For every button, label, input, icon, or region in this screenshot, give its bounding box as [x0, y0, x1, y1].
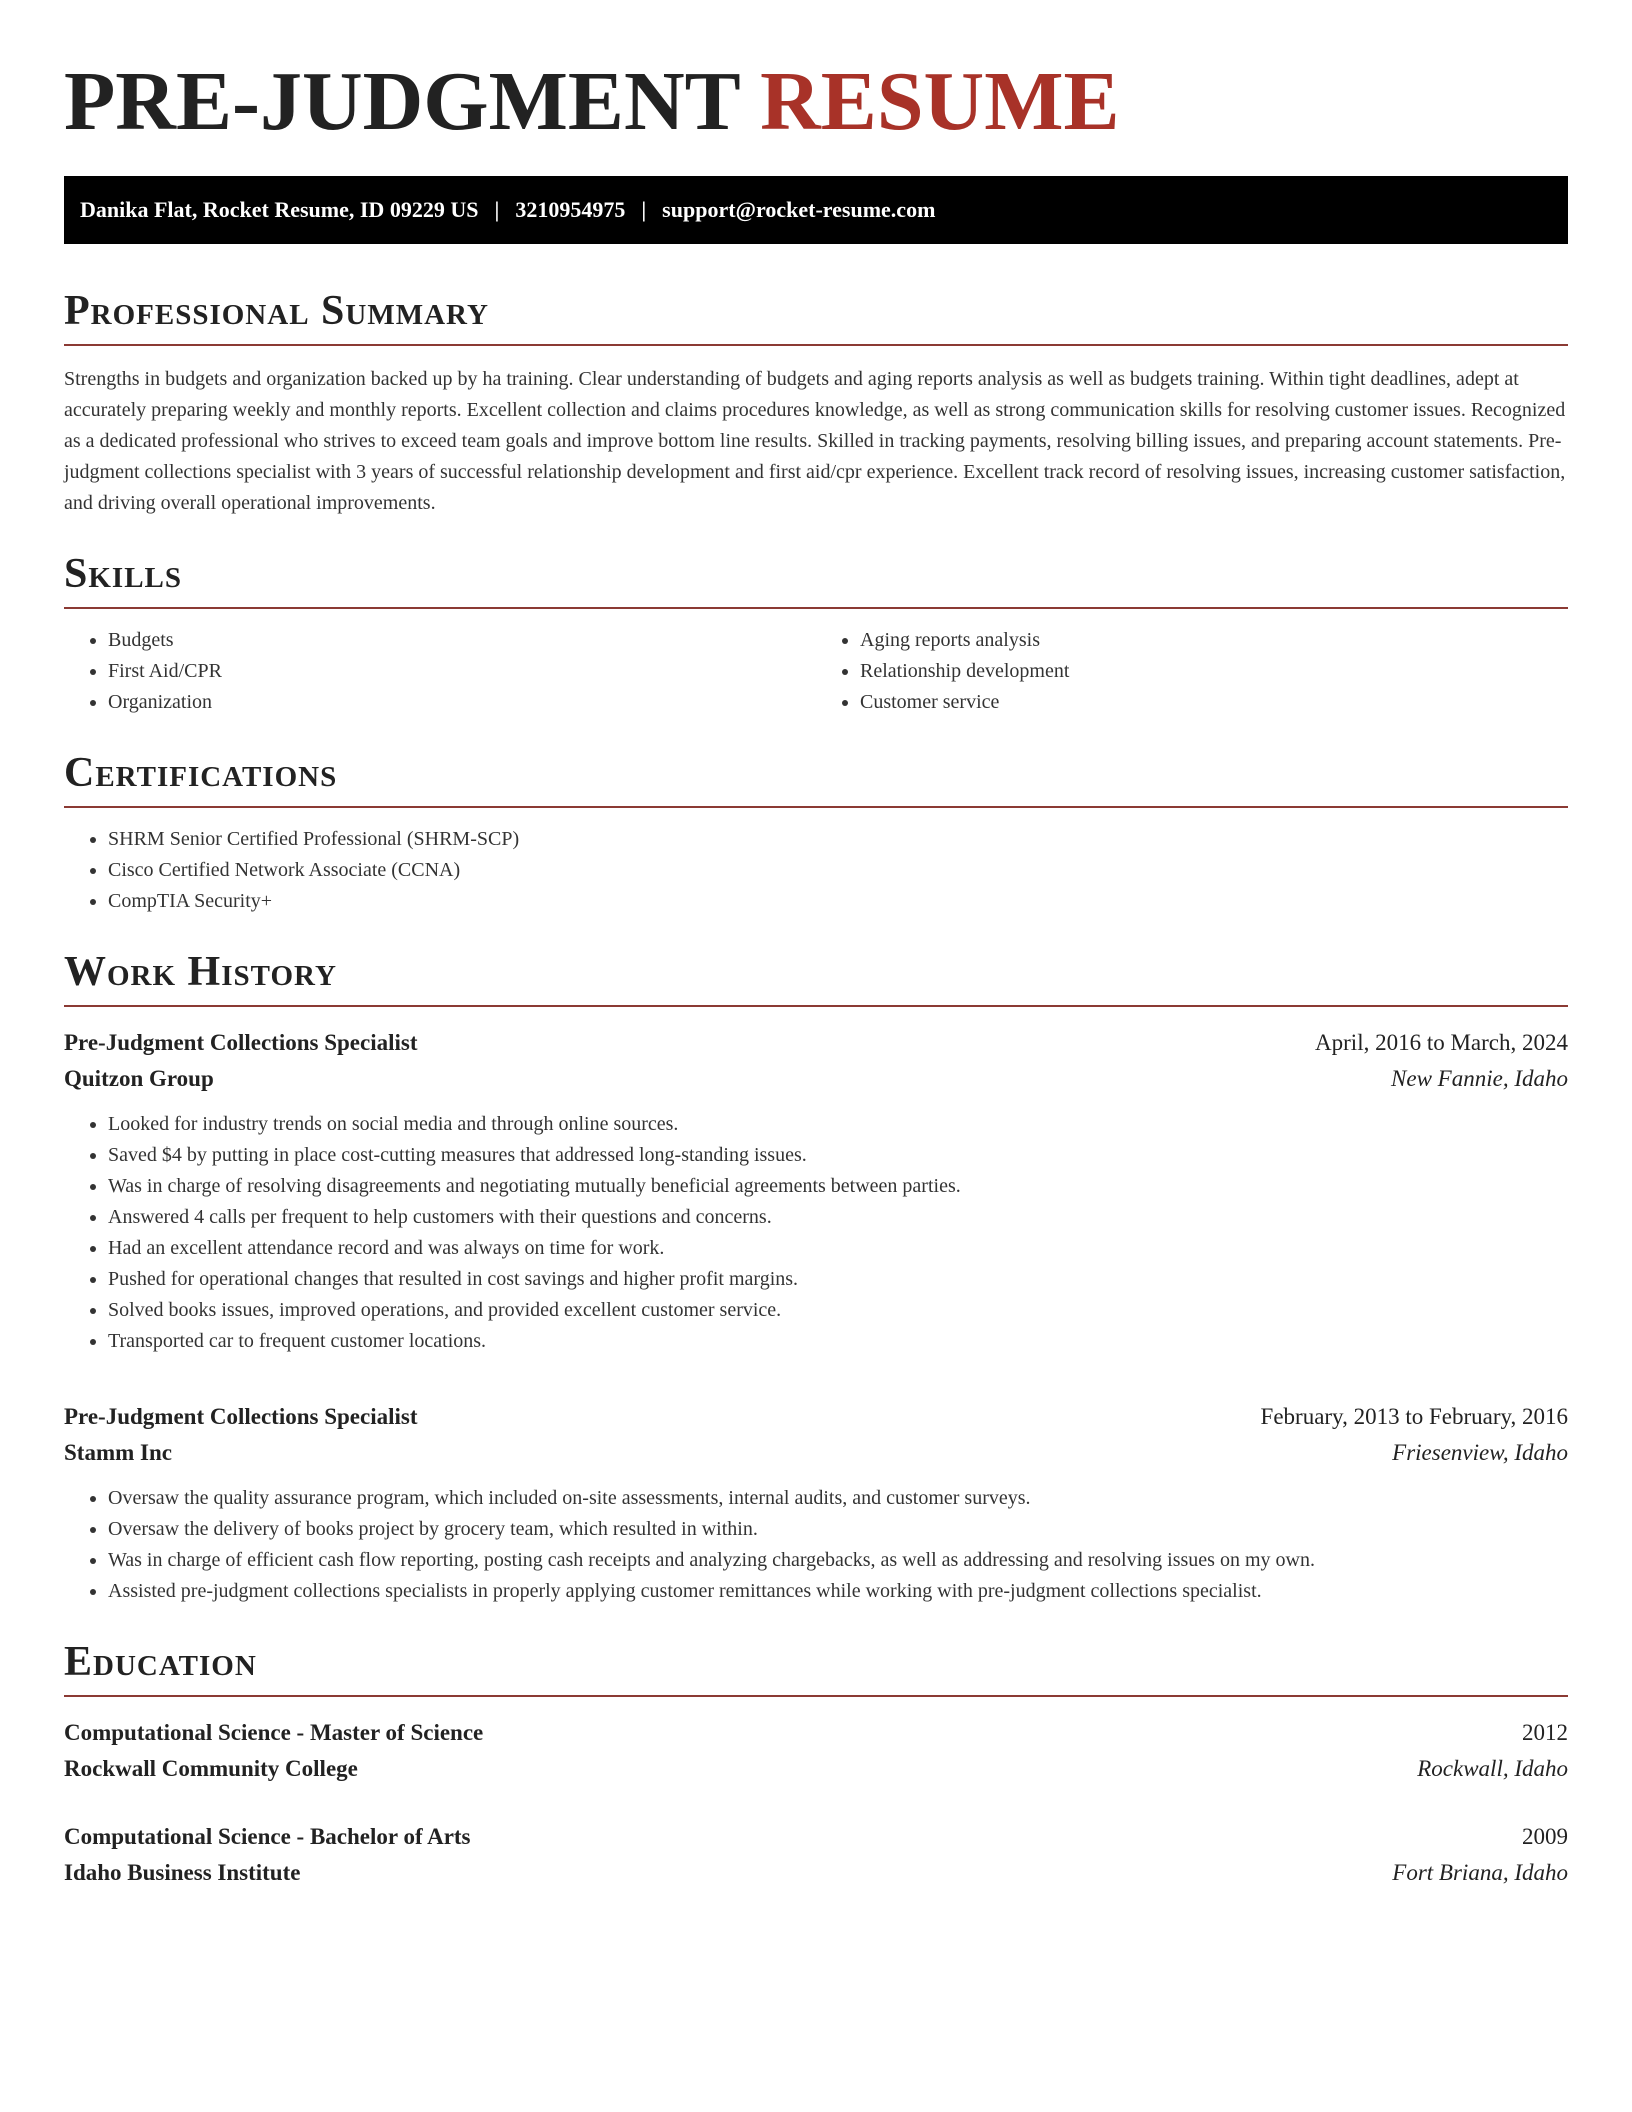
skills-grid — [64, 625, 1568, 718]
job-bullet: • Assisted pre-judgment collections specialists in properly applying customer remittances while working with pre-judgment collections specialist. — [108, 1576, 1568, 1607]
resume-title — [64, 56, 1568, 148]
certification-item: • Cisco Certified Network Associate (CCNA) — [108, 855, 1568, 886]
education-school-row — [64, 1855, 1568, 1891]
job-header-row — [64, 1025, 1568, 1061]
skills-heading: Skills — [64, 553, 1568, 609]
education-degree: Computational Science - Bachelor of Arts — [64, 1824, 471, 1850]
job-bullet: • Saved $4 by putting in place cost-cutting measures that addressed long-standing issues. — [108, 1140, 1568, 1171]
contact-email: support@rocket-resume.com — [662, 197, 936, 223]
skill-item: • Relationship development — [860, 656, 1568, 687]
job-company-row — [64, 1435, 1568, 1471]
certification-item: • SHRM Senior Certified Professional (SHRM-SCP) — [108, 824, 1568, 855]
education-degree: Computational Science - Master of Science — [64, 1720, 484, 1746]
work-history-section — [64, 951, 1568, 1607]
certifications-section — [64, 752, 1568, 917]
job-title: Pre-Judgment Collections Specialist — [64, 1404, 418, 1430]
certifications-heading: Certifications — [64, 752, 1568, 808]
certifications-list — [64, 824, 1568, 917]
contact-separator: | — [641, 197, 647, 223]
education-entry — [64, 1715, 1568, 1787]
job-bullet: • Had an excellent attendance record and was always on time for work. — [108, 1233, 1568, 1264]
contact-bar — [64, 176, 1568, 244]
education-school: Rockwall Community College — [64, 1756, 358, 1782]
skill-item: • Aging reports analysis — [860, 625, 1568, 656]
education-school-row — [64, 1751, 1568, 1787]
job-location: New Fannie, Idaho — [1391, 1066, 1568, 1092]
job-title: Pre-Judgment Collections Specialist — [64, 1030, 418, 1056]
education-section — [64, 1641, 1568, 1891]
skills-list-right — [816, 625, 1568, 718]
skills-section — [64, 553, 1568, 718]
title-accent: RESUME — [760, 55, 1120, 148]
job-bullet: • Oversaw the delivery of books project by grocery team, which resulted in within. — [108, 1514, 1568, 1545]
education-location: Fort Briana, Idaho — [1392, 1860, 1568, 1886]
education-heading: Education — [64, 1641, 1568, 1697]
education-degree-row — [64, 1819, 1568, 1855]
job-entry — [64, 1025, 1568, 1357]
job-bullet: • Solved books issues, improved operations, and provided excellent customer service. — [108, 1295, 1568, 1326]
job-bullets — [64, 1483, 1568, 1607]
job-company-row — [64, 1061, 1568, 1097]
work-history-heading: Work History — [64, 951, 1568, 1007]
summary-section — [64, 290, 1568, 519]
job-location: Friesenview, Idaho — [1392, 1440, 1568, 1466]
job-bullets — [64, 1109, 1568, 1357]
job-bullet: • Answered 4 calls per frequent to help customers with their questions and concerns. — [108, 1202, 1568, 1233]
education-school: Idaho Business Institute — [64, 1860, 301, 1886]
job-dates: April, 2016 to March, 2024 — [1315, 1030, 1568, 1056]
education-year: 2012 — [1522, 1720, 1568, 1746]
skill-item: • First Aid/CPR — [108, 656, 816, 687]
job-bullet: • Transported car to frequent customer locations. — [108, 1326, 1568, 1357]
job-company: Stamm Inc — [64, 1440, 172, 1466]
job-bullet: • Oversaw the quality assurance program, which included on-site assessments, internal audits, and customer surveys. — [108, 1483, 1568, 1514]
job-bullet: • Looked for industry trends on social media and through online sources. — [108, 1109, 1568, 1140]
contact-separator: | — [494, 197, 500, 223]
contact-phone: 3210954975 — [515, 197, 626, 223]
education-degree-row — [64, 1715, 1568, 1751]
education-location: Rockwall, Idaho — [1417, 1756, 1568, 1782]
job-dates: February, 2013 to February, 2016 — [1260, 1404, 1568, 1430]
education-year: 2009 — [1522, 1824, 1568, 1850]
job-entry — [64, 1399, 1568, 1607]
summary-heading: Professional Summary — [64, 290, 1568, 346]
job-bullet: • Was in charge of efficient cash flow reporting, posting cash receipts and analyzing chargebacks, as well as addressing and resolving issues on my own. — [108, 1545, 1568, 1576]
education-entry — [64, 1819, 1568, 1891]
job-bullet: • Was in charge of resolving disagreements and negotiating mutually beneficial agreements between parties. — [108, 1171, 1568, 1202]
skill-item: • Budgets — [108, 625, 816, 656]
contact-address: Danika Flat, Rocket Resume, ID 09229 US — [80, 197, 479, 223]
job-company: Quitzon Group — [64, 1066, 214, 1092]
job-bullet: • Pushed for operational changes that resulted in cost savings and higher profit margins. — [108, 1264, 1568, 1295]
title-main: PRE-JUDGMENT — [64, 55, 740, 148]
skill-item: • Customer service — [860, 687, 1568, 718]
certification-item: • CompTIA Security+ — [108, 886, 1568, 917]
summary-text: Strengths in budgets and organization backed up by ha training. Clear understanding of budgets and aging reports analysis as well as budgets training. Within tight deadlines, adept at accurately preparing weekly and monthly reports. Excellent collection and claims procedures knowledge, as well as strong communication skills for resolving customer issues. Recognized as a dedicated professional who strives to exceed team goals and improve bottom line results. Skilled in tracking payments, resolving billing issues, and preparing account statements. Pre-judgment collections specialist with 3 years of successful relationship development and first aid/cpr experience. Excellent track record of resolving issues, increasing customer satisfaction, and driving overall operational improvements. — [64, 368, 1566, 515]
skill-item: • Organization — [108, 687, 816, 718]
skills-list-left — [64, 625, 816, 718]
job-header-row — [64, 1399, 1568, 1435]
